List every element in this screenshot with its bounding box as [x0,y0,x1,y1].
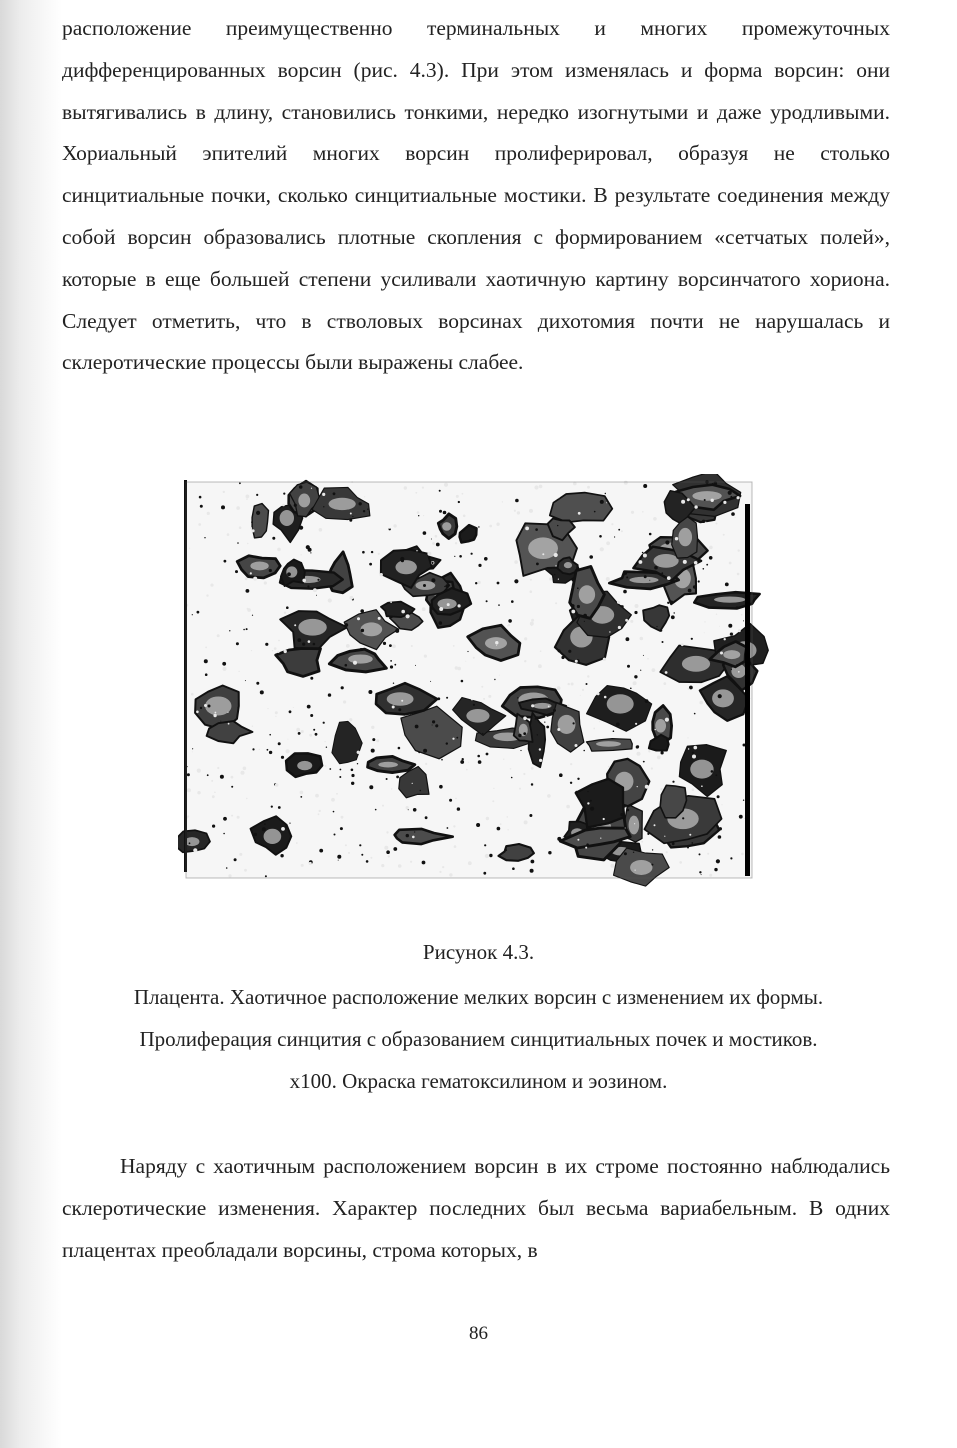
micrograph-figure [178,474,772,904]
page-number: 86 [469,1323,488,1344]
scan-shadow-edge [0,0,62,1448]
body-paragraph-1: расположение преимущественно терминальных и многих промежуточных дифференцированных ворсин (рис. 4.3). При этом изменялась и форма ворсин: они вытягивались в длину, становились тонкими, нередко изогнутыми и даже уродливыми. Хориальный эпителий многих ворсин пролиферировал, образуя не столько синцитиальные почки, сколько синцитиальные мостики. В результате соединения между собой ворсин образовались плотные скопления с формированием «сетчатых полей», которые в еще большей степени усиливали хаотичную картину ворсинчатого хориона. Следует отметить, что в стволовых ворсинах дихотомия почти не нарушалась и склеротические процессы были выражены слабее. [62,16,890,375]
micrograph-image [178,474,772,904]
figure-caption-line-3: х100. Окраска гематоксилином и эозином. [289,1069,668,1093]
figure-caption-line-2: Пролиферация синцития с образованием синцитиальных почек и мостиков. [139,1027,818,1051]
figure-label: Рисунок 4.3. [422,940,535,964]
body-paragraph-2: Наряду с хаотичным расположением ворсин в их строме постоянно наблюдались склеротические изменения. Характер последних был весьма вариабельным. В одних плацентах преобладали ворсины, строма которых, в [62,1154,890,1262]
figure-caption-line-1: Плацента. Хаотичное расположение мелких ворсин с изменением их формы. [133,985,824,1009]
